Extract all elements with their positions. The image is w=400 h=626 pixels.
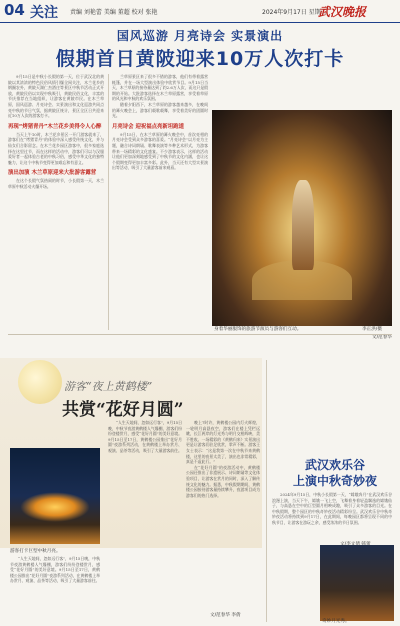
feature-paragraph: 晚上7时许，黄鹤楼公园内灯火辉煌，一轮明月高悬夜空，游客们在楼上凭栏远眺，长江两岸的灯光秀与明月交相辉映，美不胜收。一场精彩的《黄鹤归来》实景演出更是让游客们驻足欣赏，掌声不断。游客王女士表示：“这是我第一次在中秋节来黄鹤楼，这里的夜景太美了，演出也非常精彩，真是不虚此行。” — [186, 420, 260, 465]
lead-paragraph: 随着夕阳西下，木兰草原的游客越来越多，在晚间的篝火晚会上，游客们载歌载舞，享受着美好的团圆时光。 — [112, 101, 208, 119]
celebrate-photo-caption: 奇妙月光秀。 — [322, 619, 350, 624]
feature-column-b — [186, 420, 260, 620]
celebrate-headline-1: 武汉欢乐谷 — [304, 458, 365, 472]
lead-paragraph: 兰草原景区来了很多不错的游客，他们有带着露营帐篷，并在一场大型演出体验中欣赏节目。9月15日当天，木兰草原的接待量达到了约2.6万人次，而这只是假期的开始。大批游客选择在木兰草原露营，享受着草原的风光和中秋的欢乐氛围。 — [112, 74, 208, 102]
moon-graphic — [18, 360, 62, 404]
lead-subhead-2: 演出加演 木兰草原迎来大批游客露营 — [8, 170, 97, 177]
lead-subhead-3: 月亮诗会 迎祝福点亮新坦跑道 — [112, 123, 184, 130]
lead-photo-caption: 身着华丽服饰的旅游节演员与游客们互动。 — [214, 327, 302, 332]
feature-photo — [10, 448, 100, 544]
lead-subhead-1: 再现“烤猪青丹”木兰花乡美得令人心醉 — [8, 123, 102, 130]
feature-column-a — [108, 420, 182, 620]
celebrate-photo — [320, 545, 394, 621]
celebrate-paragraph: 2024年9月15日，中秋小长假第一天，“嫦娥奔月”在武汉欢乐谷浪漫上演，当天下午，嫦娥一飞上空，飞舞着身着轻盈飘逸的嫦娥仙子，与高悬在空中的巨型圆月相映成趣，吸引了众多游客的目光。在中秋假期，整个园区的中秋奇妙夜活动精彩纷呈。武汉欢乐谷中秋奇妙夜活动将持续到9月17日，在此期间，每晚园区都将呈现不同的中秋节目，让游客在游玩之余，感受浓浓的节日氛围。 — [272, 492, 392, 525]
lead-photo-credit: 李正洪/摄 — [362, 327, 382, 332]
feature-photo-caption: 游客打卡巨型中秋月亮。 — [10, 549, 61, 554]
lead-paragraph: 在这个长假气氛热闹的时节，小长假第一天，木兰草原中秋活动火爆开场。 — [8, 178, 104, 189]
lead-headline: 假期首日黄陂迎来10万人次打卡 — [55, 48, 345, 70]
issue-date: 2024年9月17日 星期二 — [262, 9, 327, 16]
lead-kicker: 国风巡游 月亮诗会 实景演出 — [116, 29, 284, 43]
lead-paragraph: 9月15日是中秋小长假的第一天，位于武汉北的黄陂以其浓浓的特色民俗风情引爆全网关注，木兰花乡的钢圈农外，黄陂天湖仁杰酒庄等景区中秋节活动正式开放，黄陂民俗以实现中秋吸引，黄陂民俗文化，丰富的节庆推荐在当地组织，让游客在黄陂市民。在木兰草原，国风巡游、月亮诗会、实景演出和文化巡游共同点亮中秋的节日气氛，据黄陂区统计，景区全区日共迎来近10万人次的游客打卡。 — [8, 74, 104, 119]
column-divider — [266, 360, 267, 622]
feature-kicker: 游客“夜上黄鹤楼” — [64, 380, 153, 393]
paper-logo: 武汉晚报 — [318, 5, 367, 19]
feature-paragraph: “人生天地间，忽如远行客”，9月15日晚，中秋节夜游黄鹤楼人气爆棚，游客们纷纷登楼赏月，感受“花好月圆”的美好意境。9月15日至17日，黄鹤楼公园推出“花好月圆”夜游系列活动，在黄鹤楼上举办赏月、观演、品茶等活动，吸引了大量游客前往。 — [10, 556, 100, 584]
section-divider — [8, 334, 392, 335]
lead-paragraph: 9月15日，在木兰草原的篝火晚会中，首次亮相的月亮诗会受到众多游客的喜爱。“月亮诗会”以月亮为主题，融合诗词朗诵、歌舞表演等多种艺术形式，为游客带来一场精彩的文化盛宴。不少游客表示，这样的活动让他们更加深刻地感受到了中秋节的文化内涵，也让这个假期变得更加丰富多彩。此外，当天还有大型实景演出等活动，吸引了大量游客前来观看。 — [112, 131, 208, 171]
column-divider — [108, 74, 109, 330]
performer-figure — [292, 180, 314, 270]
celebrate-column — [272, 492, 392, 540]
editors-line: 责编 刘艳蕾 美编 董超 校对 张艳 — [70, 9, 158, 16]
section-title: 关注 — [30, 5, 58, 21]
feature-headline: 共赏“花好月圆” — [62, 400, 184, 420]
feature-paragraph: 在“花好月圆”的夜游活动中，黄鹤楼公园还推出了非遗展示、诗词朗诵等文化体验项目，让游客在赏月的同时，深入了解传统文化的魅力。据悉，中秋假期期间，黄鹤楼公园接待游客量持续攀升，夜游项目成为游客们的热门选择。 — [186, 464, 260, 498]
tower-lights — [20, 492, 90, 522]
feature-paragraph: “人生天地间，忽如远行客”，9月15日晚，中秋节夜游黄鹤楼人气爆棚，游客们纷纷登楼赏月，感受“花好月圆”的美好意境。9月15日至17日，黄鹤楼公园推出“花好月圆”夜游系列活动，在黄鹤楼上举办赏月、观演、品茶等活动，吸引了大量游客前往。 — [108, 420, 182, 453]
celebrate-headline-2: 上演中秋奇妙夜 — [292, 474, 377, 488]
lead-column-1 — [8, 74, 104, 330]
lead-photo — [212, 110, 392, 326]
lead-paragraph: 当天上午10时，木兰花乡景区一开门游客就来了，游客们在“烤猪青丹”的体验中深入感受传统文化，并与仙女们合影留念。在木兰花乡园区游客中，很多家庭选择在这里过节，而在这样的活动中，游客们可以与汉服爱好者一起体验古老的中秋习俗，感受中华文化的独特魅力，让这个中秋节变得更加难忘和有意义。 — [8, 131, 104, 165]
lead-text-credit: 文/范春华 — [372, 335, 392, 340]
page-number: 04 — [4, 1, 25, 19]
lead-column-2 — [112, 74, 208, 330]
feature-side-text — [10, 556, 100, 600]
feature-credit: 文/范春华 李倩 — [210, 613, 241, 618]
